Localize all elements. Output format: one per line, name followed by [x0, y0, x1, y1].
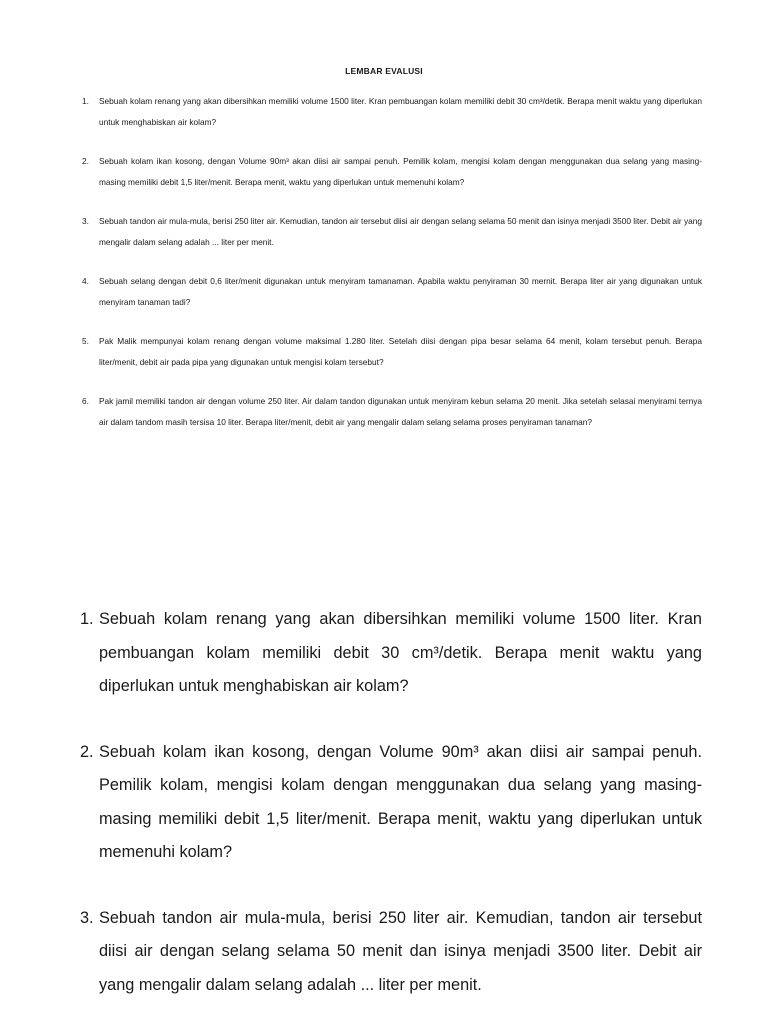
question-text: Pak Malik mempunyai kolam renang dengan volume maksimal 1.280 liter. Setelah diisi dengan pipa besar selama 64 menit, kolam tersebut penuh. Berapa liter/menit, debit air pada pipa yang digunakan untuk mengisi kolam tersebut?	[99, 336, 702, 367]
question-number: 1.	[80, 610, 94, 628]
small-question-list	[82, 91, 702, 451]
small-question-item	[82, 331, 702, 373]
question-text: Sebuah kolam ikan kosong, dengan Volume 90m³ akan diisi air sampai penuh. Pemilik kolam, mengisi kolam dengan menggunakan dua selang yang masing-masing memiliki debit 1,5 liter/menit. Berapa menit, waktu yang diperlukan untuk memenuhi kolam?	[99, 742, 702, 861]
question-text: Sebuah kolam renang yang akan dibersihkan memiliki volume 1500 liter. Kran pembuangan kolam memiliki debit 30 cm³/detik. Berapa menit waktu yang diperlukan untuk menghabiskan air kolam?	[99, 96, 702, 127]
question-number: 6.	[82, 396, 89, 406]
question-number: 3.	[82, 216, 89, 226]
question-number: 1.	[82, 96, 89, 106]
question-number: 3.	[80, 908, 94, 927]
small-question-item	[82, 391, 702, 433]
question-text: Sebuah kolam ikan kosong, dengan Volume 90m³ akan diisi air sampai penuh. Pemilik kolam, mengisi kolam dengan menggunakan dua selang yang masing-masing memiliki debit 1,5 liter/menit. Berapa menit, waktu yang diperlukan untuk memenuhi kolam?	[99, 156, 702, 187]
small-question-item	[82, 271, 702, 313]
question-number: 2.	[80, 742, 94, 761]
question-text: Sebuah tandon air mula-mula, berisi 250 liter air. Kemudian, tandon air tersebut diisi air dengan selang selama 50 menit dan isinya menjadi 3500 liter. Debit air yang mengalir dalam selang adalah ... liter per menit.	[99, 216, 702, 247]
small-question-item	[82, 211, 702, 253]
question-number: 5.	[82, 336, 89, 346]
small-question-item	[82, 91, 702, 133]
question-text: Sebuah selang dengan debit 0,6 liter/menit digunakan untuk menyiram tamanaman. Apabila waktu penyiraman 30 mernit. Berapa liter air yang digunakan untuk menyiram tanaman tadi?	[99, 276, 702, 307]
large-question-item	[80, 902, 702, 1003]
large-question-item	[80, 736, 702, 870]
small-question-item	[82, 151, 702, 193]
question-number: 4.	[82, 276, 89, 286]
large-question-item	[80, 603, 702, 704]
large-question-list	[80, 603, 702, 1034]
question-text: Sebuah kolam renang yang akan dibersihkan memiliki volume 1500 liter. Kran pembuangan kolam memiliki debit 30 cm³/detik. Berapa menit waktu yang diperlukan untuk menghabiskan air kolam?	[99, 610, 702, 695]
question-number: 2.	[82, 156, 89, 166]
question-text: Pak jamil memiliki tandon air dengan volume 250 liter. Air dalam tandon digunakan untuk menyiram kebun selama 20 menit. Jika setelah selasai menyirami ternya air dalam tandom masih tersisa 10 liter. Berapa liter/menit, debit air yang mengalir dalam selang selama proses penyiraman tanaman?	[99, 396, 702, 427]
question-text: Sebuah tandon air mula-mula, berisi 250 liter air. Kemudian, tandon air tersebut diisi air dengan selang selama 50 menit dan isinya menjadi 3500 liter. Debit air yang mengalir dalam selang adalah ... liter per menit.	[99, 908, 702, 994]
page-title: LEMBAR EVALUSI	[345, 66, 423, 76]
